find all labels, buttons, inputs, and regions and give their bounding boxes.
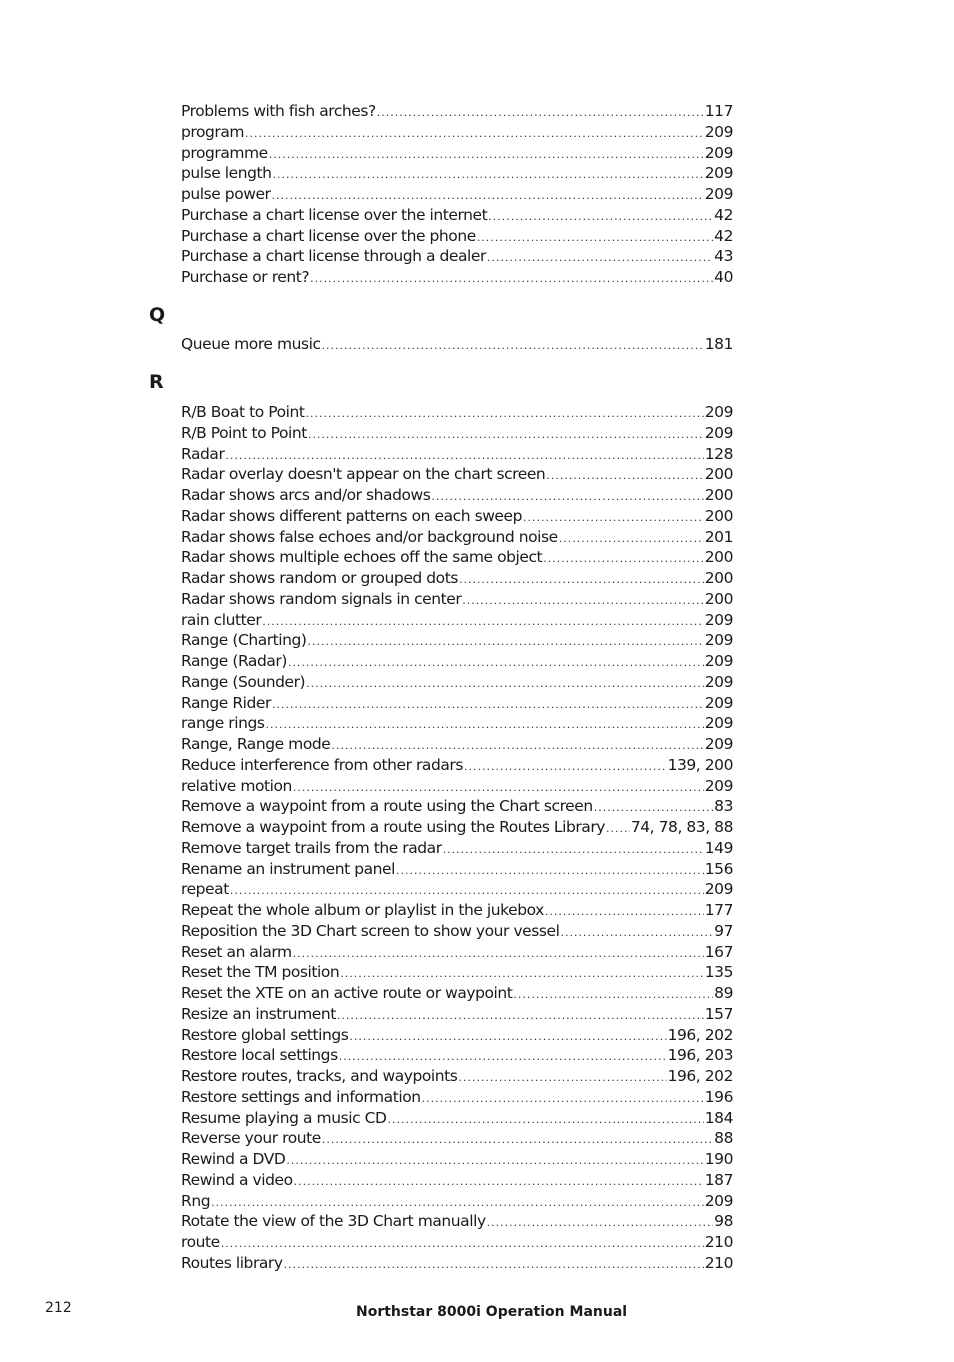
dot-leader <box>559 529 704 550</box>
index-entry <box>181 879 733 900</box>
index-entry-term: Rng <box>181 1191 211 1210</box>
index-entry <box>181 267 733 288</box>
index-entry <box>181 1191 733 1212</box>
index-entry <box>181 568 733 589</box>
section-letter-r: R <box>149 371 164 393</box>
dot-leader <box>273 165 704 186</box>
index-entry-term: Purchase a chart license over the phone <box>181 226 476 245</box>
dot-leader <box>230 881 704 902</box>
dot-leader <box>337 1006 704 1027</box>
index-entry <box>181 796 733 817</box>
dot-leader <box>349 1027 666 1048</box>
index-entry <box>181 1025 733 1046</box>
index-entry-term: Radar shows random signals in center <box>181 589 462 608</box>
index-entry <box>181 101 733 122</box>
index-entry <box>181 610 733 631</box>
index-entry-pages: 135 <box>704 963 733 982</box>
index-entry <box>181 630 733 651</box>
dot-leader <box>308 425 704 446</box>
index-entry-term: Purchase a chart license over the internet <box>181 205 488 224</box>
index-entry <box>181 485 733 506</box>
index-section-q <box>181 334 733 355</box>
dot-leader <box>477 228 713 249</box>
index-entry-pages: 209 <box>704 693 733 712</box>
dot-leader <box>606 819 630 840</box>
dot-leader <box>545 902 704 923</box>
index-entry-term: Resume playing a music CD <box>181 1108 387 1127</box>
index-entry-term: pulse length <box>181 164 272 183</box>
index-entry-pages: 74, 78, 83, 88 <box>630 818 733 836</box>
dot-leader <box>272 695 704 716</box>
dot-leader <box>293 944 704 965</box>
index-entry-term: rain clutter <box>181 610 262 629</box>
dot-leader <box>443 840 704 861</box>
index-entry <box>181 334 733 355</box>
index-entry-term: R/B Boat to Point <box>181 403 305 421</box>
dot-leader <box>322 336 704 357</box>
dot-leader <box>487 248 713 269</box>
index-entry-term: Radar overlay doesn't appear on the chart screen <box>181 465 546 484</box>
footer-title: Northstar 8000i Operation Manual <box>356 1304 628 1320</box>
index-entry-pages: 97 <box>714 921 733 940</box>
index-entry-pages: 117 <box>704 102 733 120</box>
index-entry-term: Reset an alarm <box>181 942 292 961</box>
index-entry-term: Restore global settings <box>181 1025 349 1044</box>
index-entry-pages: 209 <box>704 610 733 629</box>
index-entry-pages: 210 <box>704 1253 733 1272</box>
dot-leader <box>487 1213 714 1234</box>
index-entry-pages: 209 <box>704 776 733 795</box>
dot-leader <box>488 207 713 228</box>
index-entry-term: Purchase a chart license through a dealer <box>181 247 486 266</box>
index-entry-term: Repeat the whole album or playlist in the jukebox <box>181 901 544 919</box>
page-number: 212 <box>45 1300 72 1316</box>
index-entry <box>181 1128 733 1149</box>
index-entry-pages: 187 <box>704 1170 733 1189</box>
index-entry-pages: 42 <box>714 226 733 245</box>
index-entry <box>181 122 733 143</box>
index-entry-pages: 200 <box>704 589 733 608</box>
index-entry-pages: 40 <box>714 268 733 286</box>
index-entry-term: Remove target trails from the radar <box>181 838 442 857</box>
index-entry <box>181 1045 733 1066</box>
dot-leader <box>431 487 703 508</box>
dot-leader <box>340 964 703 985</box>
index-entry-term: Range (Charting) <box>181 631 307 650</box>
index-entry <box>181 776 733 797</box>
dot-leader <box>265 715 703 736</box>
index-entry <box>181 1170 733 1191</box>
dot-leader <box>543 549 704 570</box>
index-entry <box>181 693 733 714</box>
index-entry-pages: 88 <box>714 1129 733 1148</box>
index-entry-term: programme <box>181 143 268 162</box>
index-entry-term: Rewind a DVD <box>181 1150 286 1168</box>
index-entry <box>181 143 733 164</box>
dot-leader <box>310 269 713 290</box>
index-entry-pages: 210 <box>704 1233 733 1251</box>
index-entry-term: Range (Sounder) <box>181 672 306 691</box>
dot-leader <box>331 736 703 757</box>
index-entry-term: Radar shows multiple echoes off the same object <box>181 548 543 567</box>
dot-leader <box>322 1130 713 1151</box>
index-entry-pages: 149 <box>704 838 733 857</box>
index-entry <box>181 205 733 226</box>
index-entry-term: repeat <box>181 880 229 899</box>
index-entry-term: Restore local settings <box>181 1046 338 1065</box>
index-entry-term: Range, Range mode <box>181 735 331 753</box>
dot-leader <box>245 124 704 145</box>
index-entry <box>181 1253 733 1274</box>
index-entry-term: Radar shows arcs and/or shadows <box>181 486 431 504</box>
index-entry <box>181 921 733 942</box>
index-entry-pages: 209 <box>704 714 733 733</box>
index-entry <box>181 734 733 755</box>
index-entry-term: Range Rider <box>181 693 271 712</box>
index-entry-term: Radar shows random or grouped dots <box>181 569 458 587</box>
index-entry <box>181 589 733 610</box>
index-entry-pages: 209 <box>704 423 733 442</box>
index-entry-term: Resize an instrument <box>181 1004 336 1023</box>
index-section-p <box>181 101 733 288</box>
dot-leader <box>387 1110 703 1131</box>
index-entry-term: route <box>181 1233 220 1251</box>
index-entry <box>181 755 733 776</box>
index-entry-pages: 139, 200 <box>667 755 733 774</box>
index-entry-pages: 209 <box>704 185 733 203</box>
dot-leader <box>284 1255 704 1276</box>
index-entry-pages: 196, 202 <box>667 1025 733 1044</box>
index-entry-pages: 209 <box>704 735 733 753</box>
index-entry-term: Problems with fish arches? <box>181 102 376 120</box>
dot-leader <box>306 674 704 695</box>
index-entry-pages: 128 <box>704 444 733 463</box>
index-entry-pages: 181 <box>704 335 733 353</box>
index-entry-pages: 89 <box>714 984 733 1002</box>
index-entry-pages: 156 <box>704 859 733 878</box>
dot-leader <box>225 446 703 467</box>
index-entry-pages: 184 <box>704 1108 733 1127</box>
index-entry <box>181 547 733 568</box>
index-entry-term: relative motion <box>181 776 292 795</box>
index-entry-term: Reduce interference from other radars <box>181 755 463 774</box>
dot-leader <box>546 466 703 487</box>
index-entry-term: Range (Radar) <box>181 652 287 670</box>
dot-leader <box>462 591 704 612</box>
index-entry <box>181 900 733 921</box>
index-entry-term: Radar <box>181 444 225 463</box>
index-entry-pages: 200 <box>704 465 733 484</box>
index-entry <box>181 859 733 880</box>
index-entry-term: Reset the XTE on an active route or waypoint <box>181 984 513 1002</box>
index-entry-pages: 209 <box>704 164 733 183</box>
index-entry <box>181 1066 733 1087</box>
index-entry-pages: 209 <box>704 1191 733 1210</box>
index-entry <box>181 506 733 527</box>
index-entry-pages: 209 <box>704 631 733 650</box>
index-entry-term: pulse power <box>181 185 271 203</box>
index-entry <box>181 444 733 465</box>
dot-leader <box>339 1047 667 1068</box>
index-entry <box>181 1232 733 1253</box>
index-entry-pages: 43 <box>714 247 733 266</box>
index-section-r <box>181 402 733 1274</box>
index-entry-pages: 209 <box>704 122 733 141</box>
section-letter-q: Q <box>149 304 166 326</box>
index-entry-term: Purchase or rent? <box>181 268 310 286</box>
index-entry-term: Radar shows different patterns on each sweep <box>181 506 522 525</box>
index-entry <box>181 464 733 485</box>
dot-leader <box>211 1193 704 1214</box>
dot-leader <box>458 1068 666 1089</box>
index-entry-term: program <box>181 122 245 141</box>
index-entry-term: R/B Point to Point <box>181 423 307 442</box>
index-entry-pages: 209 <box>704 880 733 899</box>
index-entry <box>181 1108 733 1129</box>
index-entry-pages: 201 <box>704 527 733 546</box>
index-entry <box>181 962 733 983</box>
index-entry-pages: 209 <box>704 672 733 691</box>
index-entry-term: Remove a waypoint from a route using the Routes Library <box>181 818 605 836</box>
dot-leader <box>459 570 704 591</box>
index-entry-term: Queue more music <box>181 335 321 353</box>
index-entry-pages: 200 <box>704 486 733 504</box>
index-entry-term: Reposition the 3D Chart screen to show your vessel <box>181 921 560 940</box>
dot-leader <box>293 778 704 799</box>
index-entry <box>181 713 733 734</box>
index-entry-term: Rotate the view of the 3D Chart manually <box>181 1212 486 1231</box>
index-entry <box>181 672 733 693</box>
index-entry <box>181 1004 733 1025</box>
index-entry-pages: 209 <box>704 143 733 162</box>
index-entry-pages: 196, 202 <box>667 1067 733 1085</box>
index-entry <box>181 226 733 247</box>
index-entry-term: Rename an instrument panel <box>181 859 395 878</box>
index-entry-term: Restore settings and information <box>181 1087 421 1106</box>
index-entry-pages: 177 <box>704 901 733 919</box>
index-entry-pages: 42 <box>714 205 733 224</box>
dot-leader <box>262 612 704 633</box>
index-entry <box>181 184 733 205</box>
index-entry-term: Radar shows false echoes and/or background noise <box>181 527 558 546</box>
index-entry-pages: 157 <box>704 1004 733 1023</box>
dot-leader <box>464 757 667 778</box>
index-entry <box>181 423 733 444</box>
index-entry-pages: 196 <box>704 1087 733 1106</box>
index-entry-pages: 196, 203 <box>667 1046 733 1065</box>
index-entry <box>181 838 733 859</box>
index-entry <box>181 817 733 838</box>
index-entry <box>181 942 733 963</box>
index-entry-pages: 209 <box>704 652 733 670</box>
index-entry-term: Restore routes, tracks, and waypoints <box>181 1067 458 1085</box>
index-entry-term: Reset the TM position <box>181 963 340 982</box>
dot-leader <box>288 653 704 674</box>
index-entry <box>181 983 733 1004</box>
index-entry <box>181 1087 733 1108</box>
index-entry <box>181 1149 733 1170</box>
index-entry <box>181 651 733 672</box>
dot-leader <box>286 1151 703 1172</box>
dot-leader <box>306 404 704 425</box>
dot-leader <box>594 798 713 819</box>
dot-leader <box>269 145 704 166</box>
dot-leader <box>560 923 713 944</box>
index-entry-pages: 98 <box>714 1212 733 1231</box>
index-entry-pages: 200 <box>704 569 733 587</box>
index-entry-pages: 83 <box>714 797 733 816</box>
dot-leader <box>294 1172 704 1193</box>
index-entry-term: Reverse your route <box>181 1129 321 1148</box>
index-entry <box>181 246 733 267</box>
index-entry-term: Routes library <box>181 1253 283 1272</box>
index-entry <box>181 1211 733 1232</box>
dot-leader <box>221 1234 704 1255</box>
dot-leader <box>422 1089 704 1110</box>
index-entry <box>181 527 733 548</box>
index-entry <box>181 163 733 184</box>
dot-leader <box>308 632 704 653</box>
dot-leader <box>523 508 704 529</box>
index-entry-pages: 209 <box>704 403 733 421</box>
index-entry <box>181 402 733 423</box>
index-entry-term: Rewind a video <box>181 1170 293 1189</box>
index-entry-pages: 200 <box>704 506 733 525</box>
dot-leader <box>513 985 713 1006</box>
index-entry-pages: 167 <box>704 942 733 961</box>
index-entry-term: Remove a waypoint from a route using the Chart screen <box>181 797 593 816</box>
dot-leader <box>377 103 704 124</box>
index-entry-pages: 200 <box>704 548 733 567</box>
dot-leader <box>271 186 703 207</box>
index-entry-term: range rings <box>181 714 265 733</box>
index-entry-pages: 190 <box>704 1150 733 1168</box>
dot-leader <box>396 861 704 882</box>
